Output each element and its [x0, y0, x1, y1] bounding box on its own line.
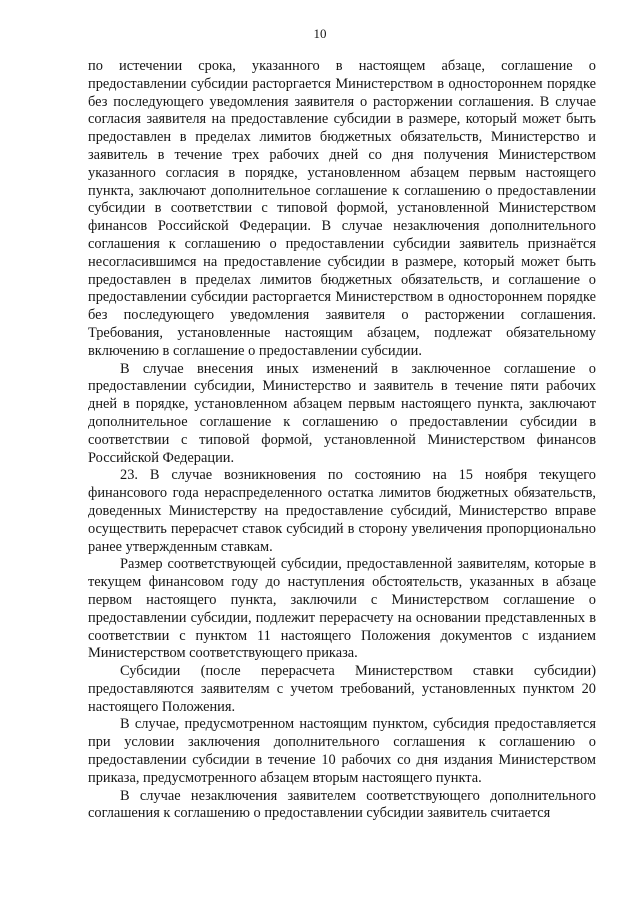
paragraph: В случае внесения иных изменений в заключенное соглашение о предоставлении субсидии, Министерство и заявитель в течение пяти рабочих дней в порядке, установленном абзацем первым настоящего пункта, заключают дополнительное соглашение к соглашению о предоставлении субсидии в соответствии с типовой формой, установленной Министерством финансов Российской Федерации.: [88, 360, 596, 466]
paragraph: 23. В случае возникновения по состоянию на 15 ноября текущего финансового года нераспределенного остатка лимитов бюджетных обязательств, доведенных Министерству на предоставление субсидий, Министерство вправе осуществить перерасчет ставок субсидий в сторону увеличения пропорционально ранее утвержденным ставкам.: [88, 467, 596, 555]
paragraph: Субсидии (после перерасчета Министерством ставки субсидии) предоставляются заявителям с учетом требований, установленных пунктом 20 настоящего Положения.: [88, 663, 596, 715]
document-body: [88, 58, 596, 823]
paragraph: В случае незаключения заявителем соответствующего дополнительного соглашения к соглашению о предоставлении субсидии заявитель считается: [88, 787, 596, 822]
paragraph: по истечении срока, указанного в настоящем абзаце, соглашение о предоставлении субсидии расторгается Министерством в одностороннем порядке без последующего уведомления заявителя о расторжении соглашения. В случае согласия заявителя на предоставление субсидии в размере, который может быть предоставлен в пределах лимитов бюджетных обязательств, Министерство и заявитель в течение трех рабочих дней со дня получения Министерством указанного согласия в порядке, установленном абзацем первым настоящего пункта, заключают дополнительное соглашение к соглашению о предоставлении субсидии в соответствии с типовой формой, установленной Министерством финансов Российской Федерации. В случае незаключения дополнительного соглашения к соглашению о предоставлении субсидии заявитель признаётся несогласившимся на предоставление субсидии в размере, который может быть предоставлен в пределах лимитов бюджетных обязательств, и соглашение о предоставлении субсидии расторгается Министерством в одностороннем порядке без последующего уведомления заявителя о расторжении соглашения. Требования, установленные настоящим абзацем, подлежат обязательному включению в соглашение о предоставлении субсидии.: [88, 58, 596, 359]
page-number: 10: [313, 26, 327, 41]
paragraph: В случае, предусмотренном настоящим пунктом, субсидия предоставляется при условии заключения дополнительного соглашения к соглашению о предоставлении субсидии в течение 10 рабочих со дня издания Министерством приказа, предусмотренного абзацем вторым настоящего пункта.: [88, 716, 596, 786]
paragraph: Размер соответствующей субсидии, предоставленной заявителям, которые в текущем финансовом году до наступления обстоятельств, указанных в абзаце первом настоящего пункта, заключили с Министерством соглашение о предоставлении субсидии, подлежит перерасчету на основании представленных в соответствии с пунктом 11 настоящего Положения документов с изданием Министерством соответствующего приказа.: [88, 556, 596, 662]
